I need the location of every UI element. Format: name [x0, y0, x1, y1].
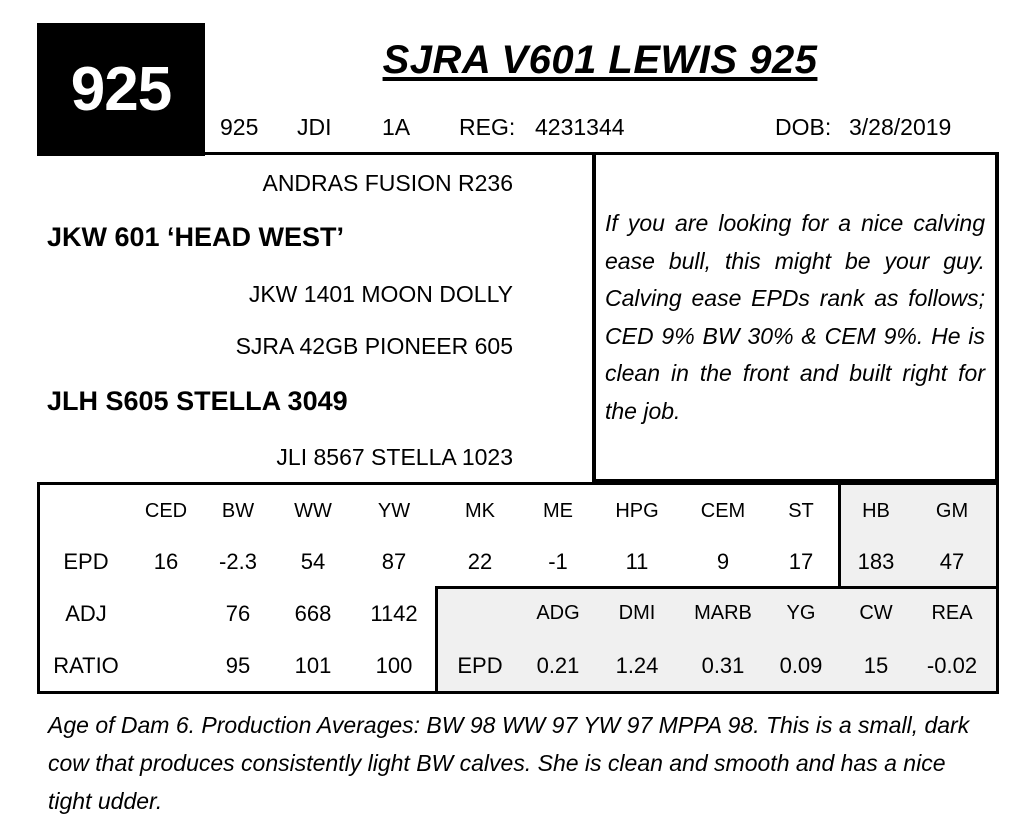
epd-ced: 16: [153, 549, 179, 574]
epd-hpg: 11: [625, 549, 649, 574]
reg-label: REG:: [459, 114, 516, 140]
ratio-yw: 100: [375, 653, 413, 678]
pedigree-sire-dam: JKW 1401 MOON DOLLY: [248, 281, 513, 307]
carcass-adg: 0.21: [536, 653, 580, 678]
epd-me: -1: [548, 549, 568, 574]
grade: 1A: [382, 114, 411, 140]
header-bw: BW: [221, 500, 255, 522]
epd-mk: 22: [467, 549, 493, 574]
epd-gm: 47: [939, 549, 965, 574]
epd-ww: 54: [300, 549, 326, 574]
header-dmi: DMI: [618, 602, 656, 624]
divider-top: [37, 152, 999, 155]
divider-vertical: [592, 152, 596, 482]
prefix: JDI: [297, 114, 332, 140]
header-yg: YG: [786, 602, 816, 624]
header-gm: GM: [935, 500, 969, 522]
header-yw: YW: [377, 500, 411, 522]
epd-bw: -2.3: [219, 549, 257, 574]
tag-number: 925: [220, 114, 259, 140]
carcass-yg: 0.09: [779, 653, 823, 678]
adj-ww: 668: [294, 601, 332, 626]
carcass-cw: 15: [863, 653, 889, 678]
header-ced: CED: [144, 500, 188, 522]
epd-st: 17: [788, 549, 814, 574]
reg-value: 4231344: [535, 114, 625, 140]
pedigree-sire-sire: ANDRAS FUSION R236: [262, 170, 513, 196]
header-mk: MK: [465, 500, 495, 522]
ratio-bw: 95: [225, 653, 251, 678]
header-cem: CEM: [700, 500, 746, 522]
ratio-ww: 101: [294, 653, 332, 678]
comment-border-right: [995, 152, 999, 482]
header-st: ST: [788, 500, 814, 522]
header-rea: REA: [931, 602, 973, 624]
header-hpg: HPG: [615, 500, 659, 522]
epd-hb: 183: [857, 549, 895, 574]
dob-label: DOB:: [775, 114, 832, 140]
carcass-epd-label: EPD: [457, 653, 503, 678]
header-marb: MARB: [694, 602, 752, 624]
epd-yw: 87: [381, 549, 407, 574]
adj-yw: 1142: [370, 601, 418, 626]
carcass-dmi: 1.24: [615, 653, 659, 678]
lot-number: 925: [37, 23, 205, 156]
ratio-row-label: RATIO: [53, 653, 119, 678]
header-me: ME: [543, 500, 573, 522]
epd-row-label: EPD: [63, 549, 109, 574]
adj-bw: 76: [225, 601, 251, 626]
header-hb: HB: [862, 500, 890, 522]
header-adg: ADG: [536, 602, 580, 624]
epd-cem: 9: [716, 549, 730, 574]
dam-comment: Age of Dam 6. Production Averages: BW 98 WW 97 YW 97 MPPA 98. This is a small, dark cow that produces consistently light BW calves. She is clean and smooth and has a nice tight udder.: [48, 712, 970, 814]
carcass-marb: 0.31: [701, 653, 745, 678]
dob-value: 3/28/2019: [849, 114, 952, 140]
adj-row-label: ADJ: [65, 601, 107, 626]
bull-comment: If you are looking for a nice calving ease bull, this might be your guy. Calving ease EPDs rank as follows; CED 9% BW 30% & CEM 9%. He is clean in the front and built right for the job.: [605, 210, 985, 424]
pedigree-dam-dam: JLI 8567 STELLA 1023: [276, 444, 513, 470]
pedigree-sire: JKW 601 ‘HEAD WEST’: [47, 222, 345, 252]
pedigree-dam: JLH S605 STELLA 3049: [47, 386, 348, 416]
animal-name: SJRA V601 LEWIS 925: [382, 38, 818, 82]
header-ww: WW: [294, 500, 332, 522]
pedigree-dam-sire: SJRA 42GB PIONEER 605: [235, 333, 513, 359]
carcass-rea: -0.02: [926, 653, 978, 678]
header-cw: CW: [859, 602, 893, 624]
